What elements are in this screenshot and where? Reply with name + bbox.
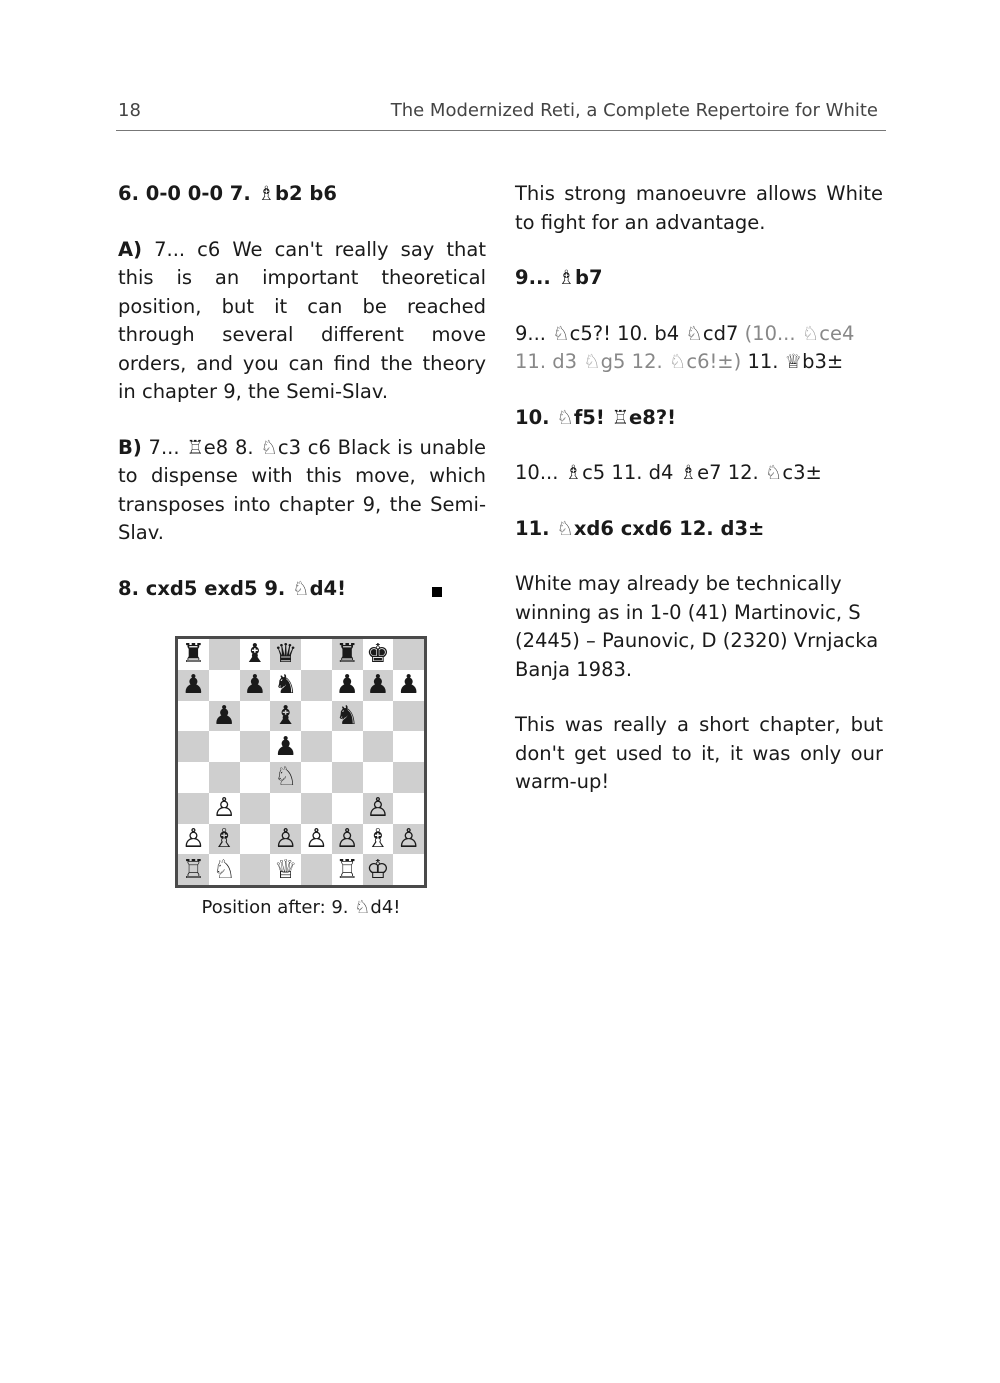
board-square <box>240 731 271 762</box>
board-square <box>209 639 240 670</box>
left-column <box>118 180 486 923</box>
board-square <box>209 670 240 701</box>
board-square <box>178 670 209 701</box>
board-square <box>270 639 301 670</box>
board-square <box>270 793 301 824</box>
board-square <box>209 762 240 793</box>
board-square <box>240 793 271 824</box>
chess-board <box>175 636 427 888</box>
chess-piece-icon: ♙ <box>181 823 206 854</box>
board-square <box>209 731 240 762</box>
board-square <box>240 762 271 793</box>
board-square <box>363 639 394 670</box>
chess-piece-icon: ♜ <box>181 639 206 670</box>
board-square <box>240 824 271 855</box>
chess-piece-icon: ♟ <box>366 670 390 701</box>
board-square <box>240 670 271 701</box>
move-heading: 10. ♘f5! ♖e8?! <box>515 405 677 429</box>
move-heading: 6. 0-0 0-0 7. ♗b2 b6 <box>118 182 337 205</box>
chess-piece-icon: ♜ <box>335 639 359 670</box>
board-square <box>209 793 240 824</box>
chess-diagram <box>175 636 427 923</box>
board-square <box>393 639 424 670</box>
chess-piece-icon: ♞ <box>273 670 298 701</box>
board-caption: Position after: 9. ♘d4! <box>201 897 401 918</box>
chess-piece-icon: ♟ <box>181 670 206 701</box>
board-square <box>332 854 363 885</box>
board-square <box>363 670 394 701</box>
chess-piece-icon: ♙ <box>366 793 390 824</box>
variation-label: A) <box>118 237 143 261</box>
board-square <box>393 701 424 732</box>
paragraph: White may already be technically winning as in 1-0 (41) Martinovic, S (2445) – Paunovic, D (2320) Vrnjacka Banja 1983. <box>515 572 879 681</box>
chess-piece-icon: ♔ <box>366 854 390 885</box>
board-square <box>270 731 301 762</box>
board-square <box>301 824 332 855</box>
board-square <box>240 639 271 670</box>
header-rule <box>116 130 886 131</box>
variation-label: B) <box>118 435 142 459</box>
chess-piece-icon: ♘ <box>273 762 298 793</box>
board-square <box>332 639 363 670</box>
right-column <box>515 180 883 824</box>
chess-piece-icon: ♟ <box>243 670 267 701</box>
chess-piece-icon: ♙ <box>396 823 421 854</box>
board-square <box>332 793 363 824</box>
page-number: 18 <box>118 100 141 121</box>
board-square <box>332 824 363 855</box>
chess-piece-icon: ♝ <box>243 639 267 670</box>
board-square <box>332 701 363 732</box>
board-square <box>178 639 209 670</box>
board-square <box>363 762 394 793</box>
chess-piece-icon: ♞ <box>335 700 359 731</box>
board-square <box>270 824 301 855</box>
chess-piece-icon: ♟ <box>212 700 236 731</box>
chess-piece-icon: ♟ <box>273 731 298 762</box>
board-square <box>301 670 332 701</box>
chess-piece-icon: ♝ <box>273 700 298 731</box>
chess-piece-icon: ♙ <box>304 823 329 854</box>
board-square <box>178 793 209 824</box>
board-square <box>301 701 332 732</box>
board-square <box>393 793 424 824</box>
board-square <box>393 854 424 885</box>
board-square <box>332 762 363 793</box>
chess-piece-icon: ♗ <box>366 823 390 854</box>
chess-piece-icon: ♖ <box>181 854 206 885</box>
paragraph: 9... ♘c5?! 10. b4 ♘cd7 (10... ♘ce4 11. d3 ♘g5 12. ♘c6!±) 11. ♕b3± <box>515 321 855 373</box>
variation-a <box>118 236 486 407</box>
paragraph: This was really a short chapter, but don't get used to it, it was only our warm-up! <box>515 713 883 793</box>
board-square <box>240 701 271 732</box>
variation-text: 7... ♖e8 8. ♘c3 c6 Black is unable to dispense with this move, which transposes into chapter 9, the Semi-Slav. <box>118 435 486 544</box>
board-square <box>363 793 394 824</box>
board-square <box>301 854 332 885</box>
board-square <box>332 670 363 701</box>
chess-piece-icon: ♟ <box>396 670 421 701</box>
side-to-move-marker <box>432 587 442 597</box>
board-square <box>301 731 332 762</box>
paragraph: 10... ♗c5 11. d4 ♗e7 12. ♘c3± <box>515 461 822 484</box>
board-square <box>178 701 209 732</box>
board-square <box>301 793 332 824</box>
board-square <box>393 731 424 762</box>
chess-piece-icon: ♗ <box>212 823 236 854</box>
chess-piece-icon: ♕ <box>273 854 298 885</box>
board-square <box>332 731 363 762</box>
board-square <box>363 731 394 762</box>
board-square <box>270 701 301 732</box>
chess-piece-icon: ♟ <box>335 670 359 701</box>
move-heading: 8. cxd5 exd5 9. ♘d4! <box>118 576 347 600</box>
board-square <box>178 762 209 793</box>
chess-piece-icon: ♙ <box>212 793 236 824</box>
paragraph: This strong manoeuvre allows White to fight for an advantage. <box>515 182 883 234</box>
chess-piece-icon: ♖ <box>335 854 359 885</box>
variation-b <box>118 434 486 548</box>
board-square <box>363 701 394 732</box>
chess-piece-icon: ♚ <box>366 639 390 670</box>
board-square <box>178 854 209 885</box>
chess-piece-icon: ♘ <box>212 854 236 885</box>
board-square <box>301 762 332 793</box>
board-square <box>178 824 209 855</box>
board-square <box>209 824 240 855</box>
variation-text: 7... c6 We can't really say that this is an important theoretical position, but it can be reached through several different move orders, and you can find the theory in chapter 9, the Semi-Slav. <box>118 237 486 403</box>
move-heading: 11. ♘xd6 cxd6 12. d3± <box>515 516 765 540</box>
board-square <box>270 854 301 885</box>
move-heading: 9... ♗b7 <box>515 266 603 289</box>
board-square <box>393 824 424 855</box>
board-square <box>209 701 240 732</box>
board-square <box>240 854 271 885</box>
board-square <box>270 670 301 701</box>
running-title: The Modernized Reti, a Complete Repertoire for White <box>390 100 878 121</box>
chess-piece-icon: ♙ <box>273 823 298 854</box>
sub-variation: (10... ♘ce4 11. d3 ♘g5 12. ♘c6!±) <box>515 321 855 373</box>
chess-piece-icon: ♙ <box>335 823 359 854</box>
board-square <box>393 670 424 701</box>
board-square <box>363 854 394 885</box>
board-square <box>270 762 301 793</box>
board-square <box>209 854 240 885</box>
board-square <box>301 639 332 670</box>
board-square <box>178 731 209 762</box>
chess-piece-icon: ♛ <box>273 639 298 670</box>
board-square <box>393 762 424 793</box>
board-square <box>363 824 394 855</box>
